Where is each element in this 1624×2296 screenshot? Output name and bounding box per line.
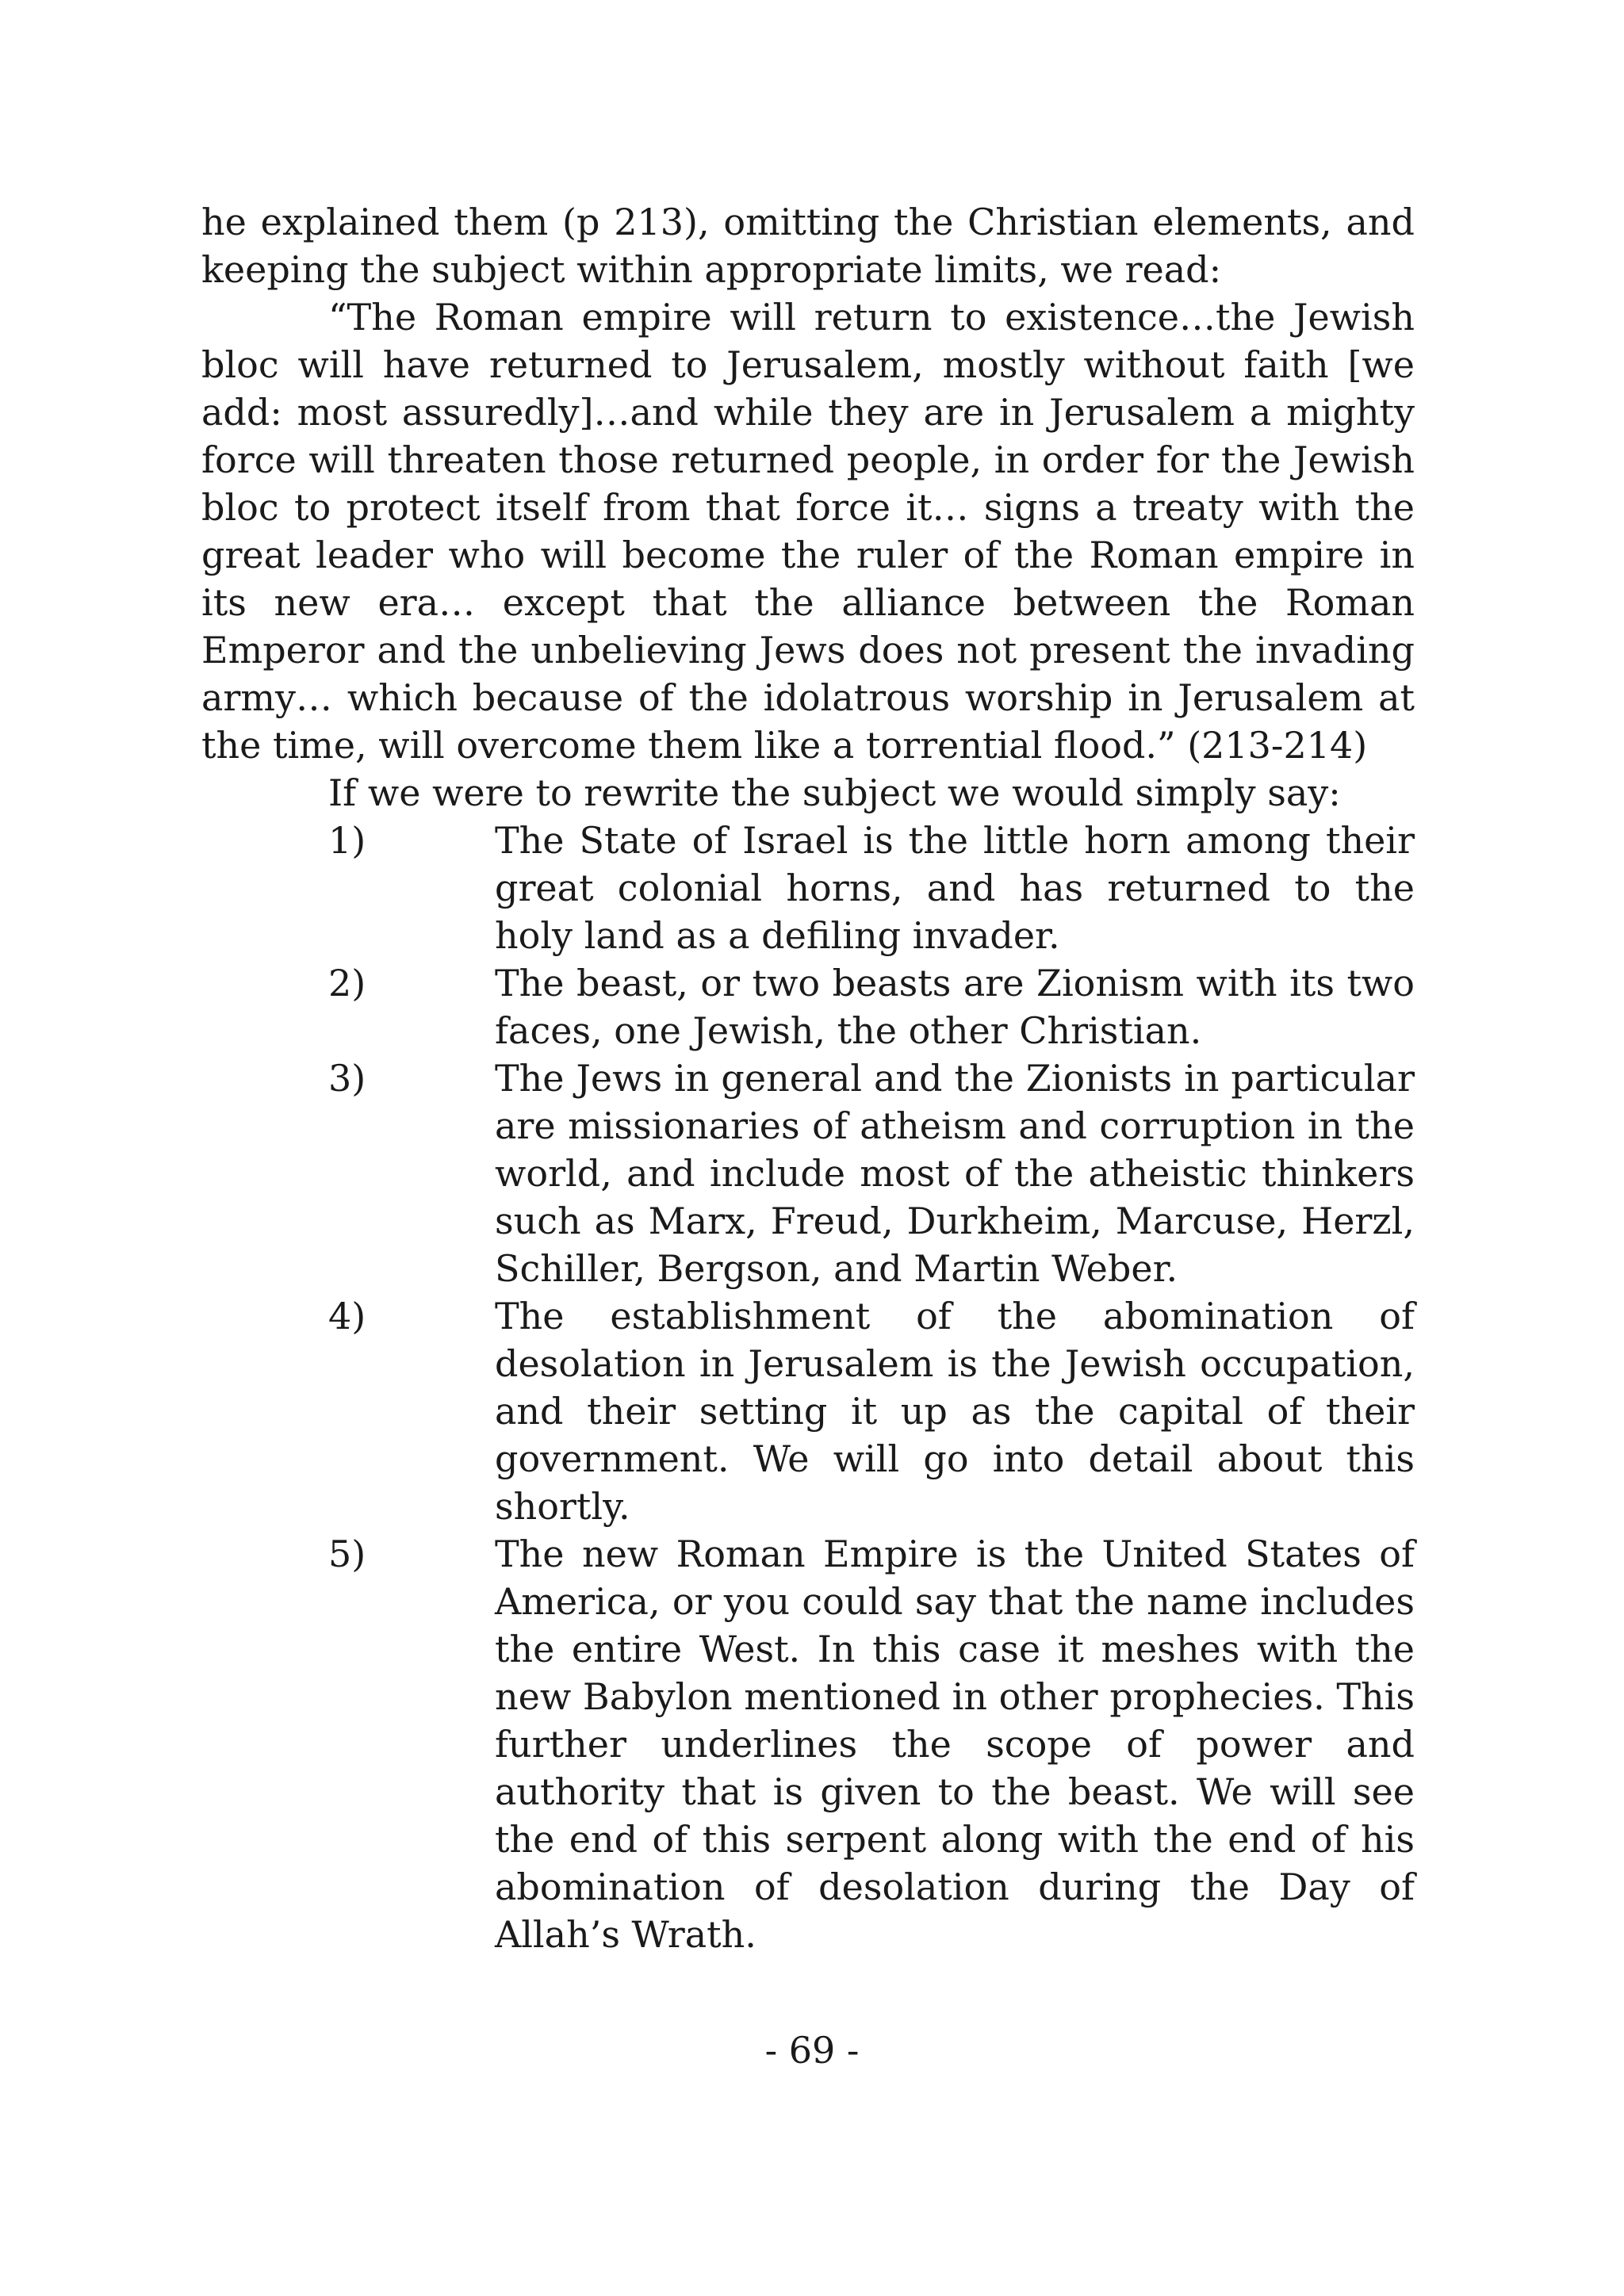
paragraph-quotation: “The Roman empire will return to existence…the Jewish bloc will have returned to Jerusalem, mostly without faith [we add: most assuredly]…and while they are in Jerusalem a mighty force will threaten those returned people, in order for the Jewish bloc to protect itself from that force it… signs a treaty with the great leader who will become the ruler of the Roman empire in its new era… except that the alliance between the Roman Emperor and the unbelieving Jews does not present the invading army… which because of the idolatrous worship in Jerusalem at the time, will overcome them like a torrential flood.” (213-214)	[201, 296, 1415, 767]
list-item-text: The beast, or two beasts are Zionism with its two faces, one Jewish, the other Christian.	[495, 962, 1415, 1052]
list-item-number: 3)	[328, 1057, 366, 1100]
list-intro: If we were to rewrite the subject we would simply say:	[328, 771, 1341, 814]
list-item-text: The establishment of the abomination of desolation in Jerusalem is the Jewish occupation, and their setting it up as the capital of their government. We will go into detail about this shortly.	[495, 1295, 1415, 1528]
paragraph-continuation: he explained them (p 213), omitting the Christian elements, and keeping the subject within appropriate limits, we read:	[201, 201, 1415, 291]
list-item	[201, 817, 1415, 959]
list-item	[201, 1530, 1415, 1958]
list-item-text: The Jews in general and the Zionists in particular are missionaries of atheism and corruption in the world, and include most of the atheistic thinkers such as Marx, Freud, Durkheim, Marcuse, Herzl, Schiller, Bergson, and Martin Weber.	[495, 1057, 1415, 1290]
list-item-text: The State of Israel is the little horn among their great colonial horns, and has returned to the holy land as a defiling invader.	[495, 819, 1415, 957]
list-item	[201, 1054, 1415, 1292]
list-item-number: 5)	[328, 1533, 366, 1575]
list-item-number: 2)	[328, 962, 366, 1004]
list-item	[201, 959, 1415, 1054]
list-item-number: 1)	[328, 819, 366, 862]
list-item-text: The new Roman Empire is the United States of America, or you could say that the name includes the entire West. In this case it meshes with the new Babylon mentioned in other prophecies. This further underlines the scope of power and authority that is given to the beast. We will see the end of this serpent along with the end of his abomination of desolation during the Day of Allah’s Wrath.	[495, 1533, 1415, 1956]
numbered-list	[201, 817, 1415, 1958]
list-item	[201, 1292, 1415, 1530]
list-item-number: 4)	[328, 1295, 366, 1337]
page-body	[201, 198, 1415, 1958]
page-number: - 69 -	[764, 2029, 860, 2072]
